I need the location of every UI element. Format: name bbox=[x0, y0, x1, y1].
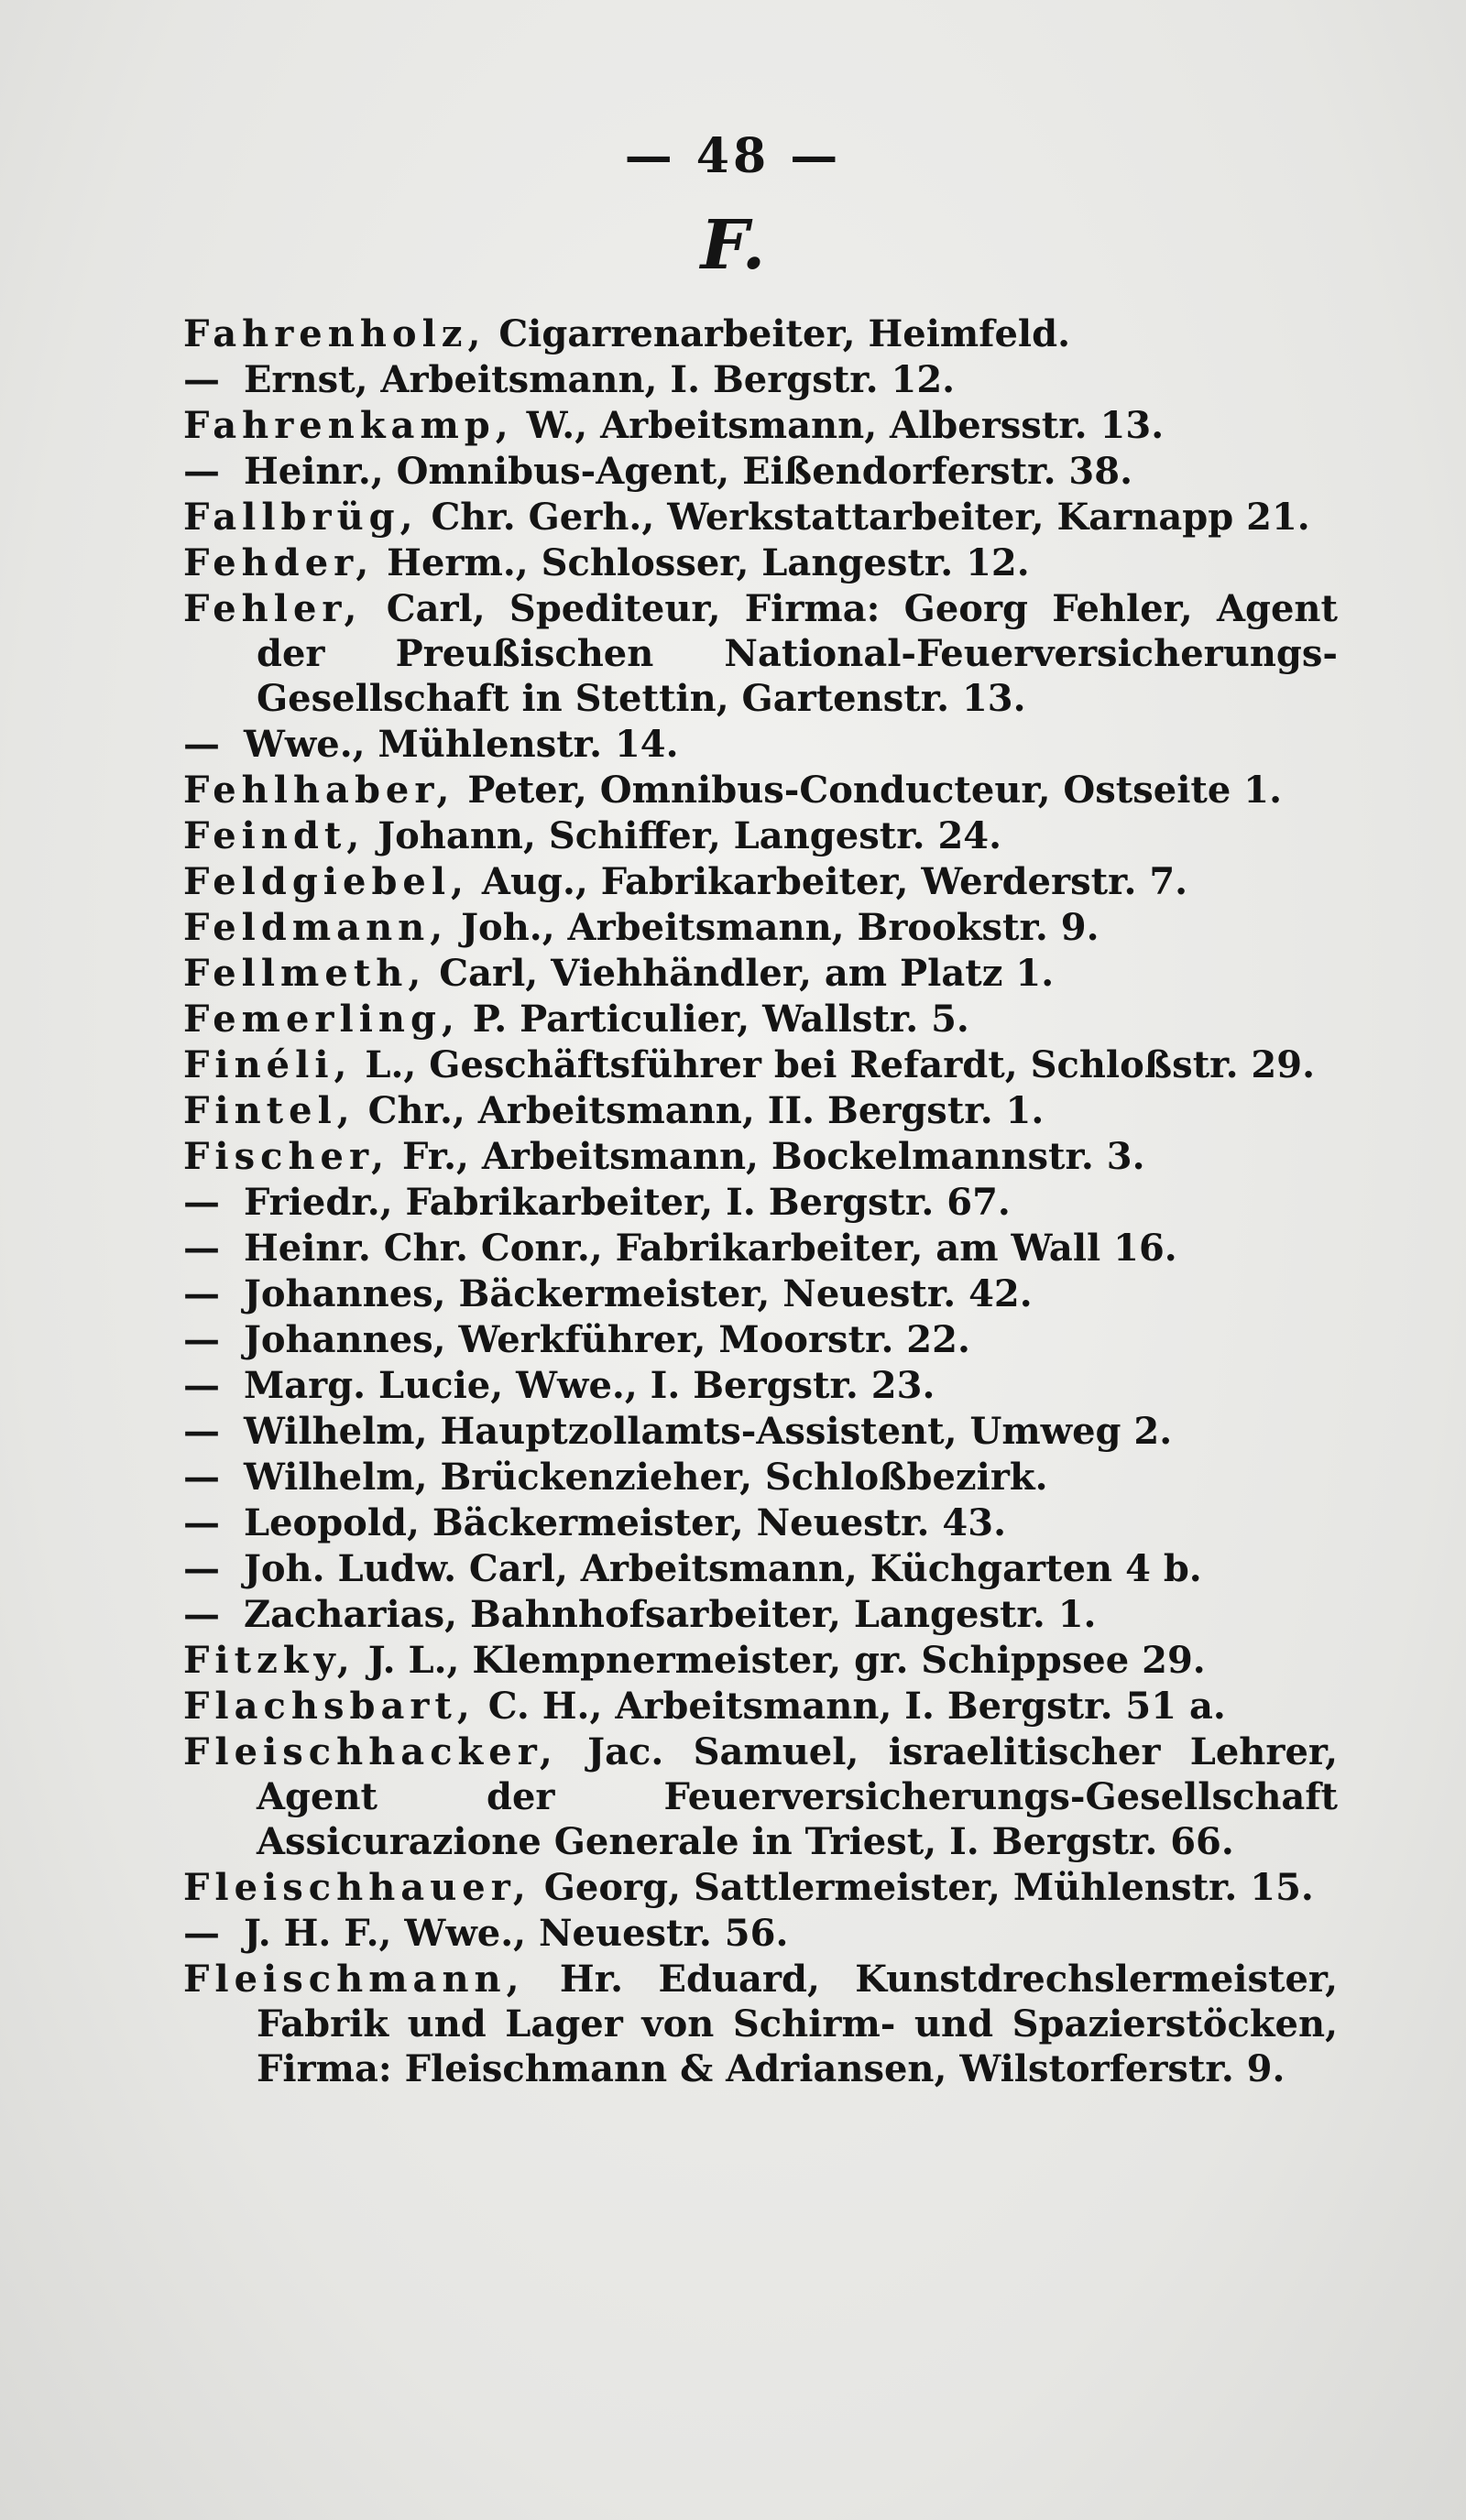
entry-details: Heinr. Chr. Conr., Fabrikarbeiter, am Wall 16. bbox=[243, 1227, 1177, 1270]
entry-details: Chr., Arbeitsmann, II. Bergstr. 1. bbox=[355, 1089, 1045, 1132]
entry-list bbox=[183, 311, 1338, 2092]
entry-details: Herm., Schlosser, Langestr. 12. bbox=[374, 541, 1030, 584]
entry-details: Georg, Sattlermeister, Mühlenstr. 15. bbox=[531, 1866, 1314, 1909]
directory-entry bbox=[183, 951, 1338, 996]
entry-details: Jac. Samuel, israelitischer Lehrer, Agent der Feuerversicherungs-Gesellschaft Assicurazione Generale in Triest, I. Bergstr. 66. bbox=[257, 1730, 1338, 1863]
entry-details: Cigarrenarbeiter, Heimfeld. bbox=[486, 312, 1070, 355]
entry-details: Joh. Ludw. Carl, Arbeitsmann, Küchgarten 4 b. bbox=[243, 1547, 1202, 1590]
entry-surname: Fehlhaber, bbox=[183, 769, 455, 812]
entry-surname: — bbox=[183, 1410, 244, 1453]
entry-details: Zacharias, Bahnhofsarbeiter, Langestr. 1. bbox=[243, 1593, 1097, 1636]
entry-surname: Fintel, bbox=[183, 1089, 356, 1132]
directory-entry bbox=[183, 1088, 1338, 1133]
entry-surname: Finéli, bbox=[183, 1043, 353, 1086]
directory-entry bbox=[183, 1546, 1338, 1591]
entry-details: Wilhelm, Hauptzollamts-Assistent, Umweg 2. bbox=[243, 1410, 1173, 1453]
entry-surname: — bbox=[183, 450, 244, 493]
entry-surname: Fleischhacker, bbox=[183, 1730, 558, 1773]
entry-surname: — bbox=[183, 1227, 244, 1270]
directory-entry bbox=[183, 540, 1338, 585]
entry-details: Johann, Schiffer, Langestr. 24. bbox=[365, 814, 1002, 857]
entry-details: Aug., Fabrikarbeiter, Werderstr. 7. bbox=[468, 860, 1188, 903]
directory-entry bbox=[183, 1042, 1338, 1087]
directory-entry bbox=[183, 1638, 1338, 1683]
entry-surname: — bbox=[183, 1547, 244, 1590]
entry-details: J. L., Klempnermeister, gr. Schippsee 29. bbox=[355, 1639, 1206, 1682]
entry-details: Peter, Omnibus-Conducteur, Ostseite 1. bbox=[454, 769, 1283, 812]
entry-surname: — bbox=[183, 723, 244, 766]
entry-details: Marg. Lucie, Wwe., I. Bergstr. 23. bbox=[243, 1364, 935, 1407]
directory-entry bbox=[183, 1500, 1338, 1545]
entry-surname: Fleischhauer, bbox=[183, 1866, 531, 1909]
entry-surname: — bbox=[183, 358, 244, 401]
entry-surname: Fleischmann, bbox=[183, 1958, 525, 2001]
directory-entry bbox=[183, 1592, 1338, 1637]
directory-entry bbox=[183, 357, 1338, 402]
entry-details: Fr., Arbeitsmann, Bockelmannstr. 3. bbox=[389, 1135, 1145, 1178]
entry-surname: Fehder, bbox=[183, 541, 375, 584]
page-number: — 48 — bbox=[624, 128, 842, 184]
directory-entry bbox=[183, 1409, 1338, 1454]
entry-details: Ernst, Arbeitsmann, I. Bergstr. 12. bbox=[243, 358, 956, 401]
entry-surname: Fallbrüg, bbox=[183, 496, 419, 539]
directory-entry bbox=[183, 1317, 1338, 1362]
directory-entry bbox=[183, 722, 1338, 767]
directory-entry bbox=[183, 1271, 1338, 1316]
directory-entry bbox=[183, 1226, 1338, 1271]
entry-details: J. H. F., Wwe., Neuestr. 56. bbox=[243, 1912, 789, 1955]
entry-surname: Flachsbart, bbox=[183, 1685, 476, 1728]
section-letter: F. bbox=[700, 206, 766, 285]
entry-details: Wwe., Mühlenstr. 14. bbox=[243, 723, 679, 766]
entry-details: Friedr., Fabrikarbeiter, I. Bergstr. 67. bbox=[243, 1181, 1011, 1224]
entry-surname: — bbox=[183, 1912, 244, 1955]
entry-details: Joh., Arbeitsmann, Brookstr. 9. bbox=[448, 906, 1100, 949]
entry-details: Chr. Gerh., Werkstattarbeiter, Karnapp 21. bbox=[418, 496, 1310, 539]
directory-entry bbox=[183, 586, 1338, 721]
directory-entry bbox=[183, 1684, 1338, 1729]
directory-entry bbox=[183, 403, 1338, 448]
entry-surname: — bbox=[183, 1181, 244, 1224]
entry-surname: Fahrenkamp, bbox=[183, 404, 514, 447]
entry-surname: Fehler, bbox=[183, 587, 363, 630]
entry-details: P. Particulier, Wallstr. 5. bbox=[459, 998, 969, 1041]
directory-entry bbox=[183, 449, 1338, 494]
entry-details: Heinr., Omnibus-Agent, Eißendorferstr. 38. bbox=[243, 450, 1133, 493]
entry-surname: — bbox=[183, 1501, 244, 1544]
entry-surname: Fellmeth, bbox=[183, 952, 427, 995]
entry-details: Johannes, Bäckermeister, Neuestr. 42. bbox=[243, 1272, 1033, 1315]
directory-entry bbox=[183, 495, 1338, 540]
directory-entry bbox=[183, 311, 1338, 356]
directory-entry bbox=[183, 1134, 1338, 1179]
entry-surname: — bbox=[183, 1456, 244, 1499]
entry-details: W., Arbeitsmann, Albersstr. 13. bbox=[513, 404, 1165, 447]
directory-entry bbox=[183, 1865, 1338, 1910]
entry-details: Wilhelm, Brückenzieher, Schloßbezirk. bbox=[243, 1456, 1048, 1499]
entry-surname: — bbox=[183, 1593, 244, 1636]
entry-surname: — bbox=[183, 1272, 244, 1315]
entry-details: Leopold, Bäckermeister, Neuestr. 43. bbox=[243, 1501, 1006, 1544]
directory-entry bbox=[183, 768, 1338, 813]
directory-entry bbox=[183, 1729, 1338, 1864]
entry-details: Johannes, Werkführer, Moorstr. 22. bbox=[243, 1318, 970, 1361]
entry-surname: — bbox=[183, 1364, 244, 1407]
directory-entry bbox=[183, 1180, 1338, 1225]
directory-entry bbox=[183, 997, 1338, 1042]
entry-details: Carl, Spediteur, Firma: Georg Fehler, Agent der Preußischen National-Feuerversicherungs-Gesellschaft in Stettin, Gartenstr. 13. bbox=[257, 587, 1338, 720]
entry-surname: — bbox=[183, 1318, 244, 1361]
entry-surname: Femerling, bbox=[183, 998, 460, 1041]
directory-entry bbox=[183, 1957, 1338, 2091]
directory-entry bbox=[183, 1455, 1338, 1500]
entry-surname: Fahrenholz, bbox=[183, 312, 487, 355]
entry-details: Hr. Eduard, Kunstdrechslermeister, Fabrik und Lager von Schirm- und Spazierstöcken, Firma: Fleischmann & Adriansen, Wilstorferstr. 9. bbox=[257, 1958, 1338, 2090]
directory-entry bbox=[183, 905, 1338, 950]
directory-entry bbox=[183, 813, 1338, 858]
entry-surname: Feindt, bbox=[183, 814, 366, 857]
entry-surname: Feldgiebel, bbox=[183, 860, 469, 903]
entry-surname: Feldmann, bbox=[183, 906, 449, 949]
directory-entry bbox=[183, 859, 1338, 904]
entry-surname: Fischer, bbox=[183, 1135, 390, 1178]
directory-entry bbox=[183, 1911, 1338, 1956]
entry-details: L., Geschäftsführer bei Refardt, Schloßstr. 29. bbox=[352, 1043, 1316, 1086]
entry-details: Carl, Viehhändler, am Platz 1. bbox=[426, 952, 1055, 995]
entry-details: C. H., Arbeitsmann, I. Bergstr. 51 a. bbox=[475, 1685, 1226, 1728]
directory-entry bbox=[183, 1363, 1338, 1408]
entry-surname: Fitzky, bbox=[183, 1639, 356, 1682]
